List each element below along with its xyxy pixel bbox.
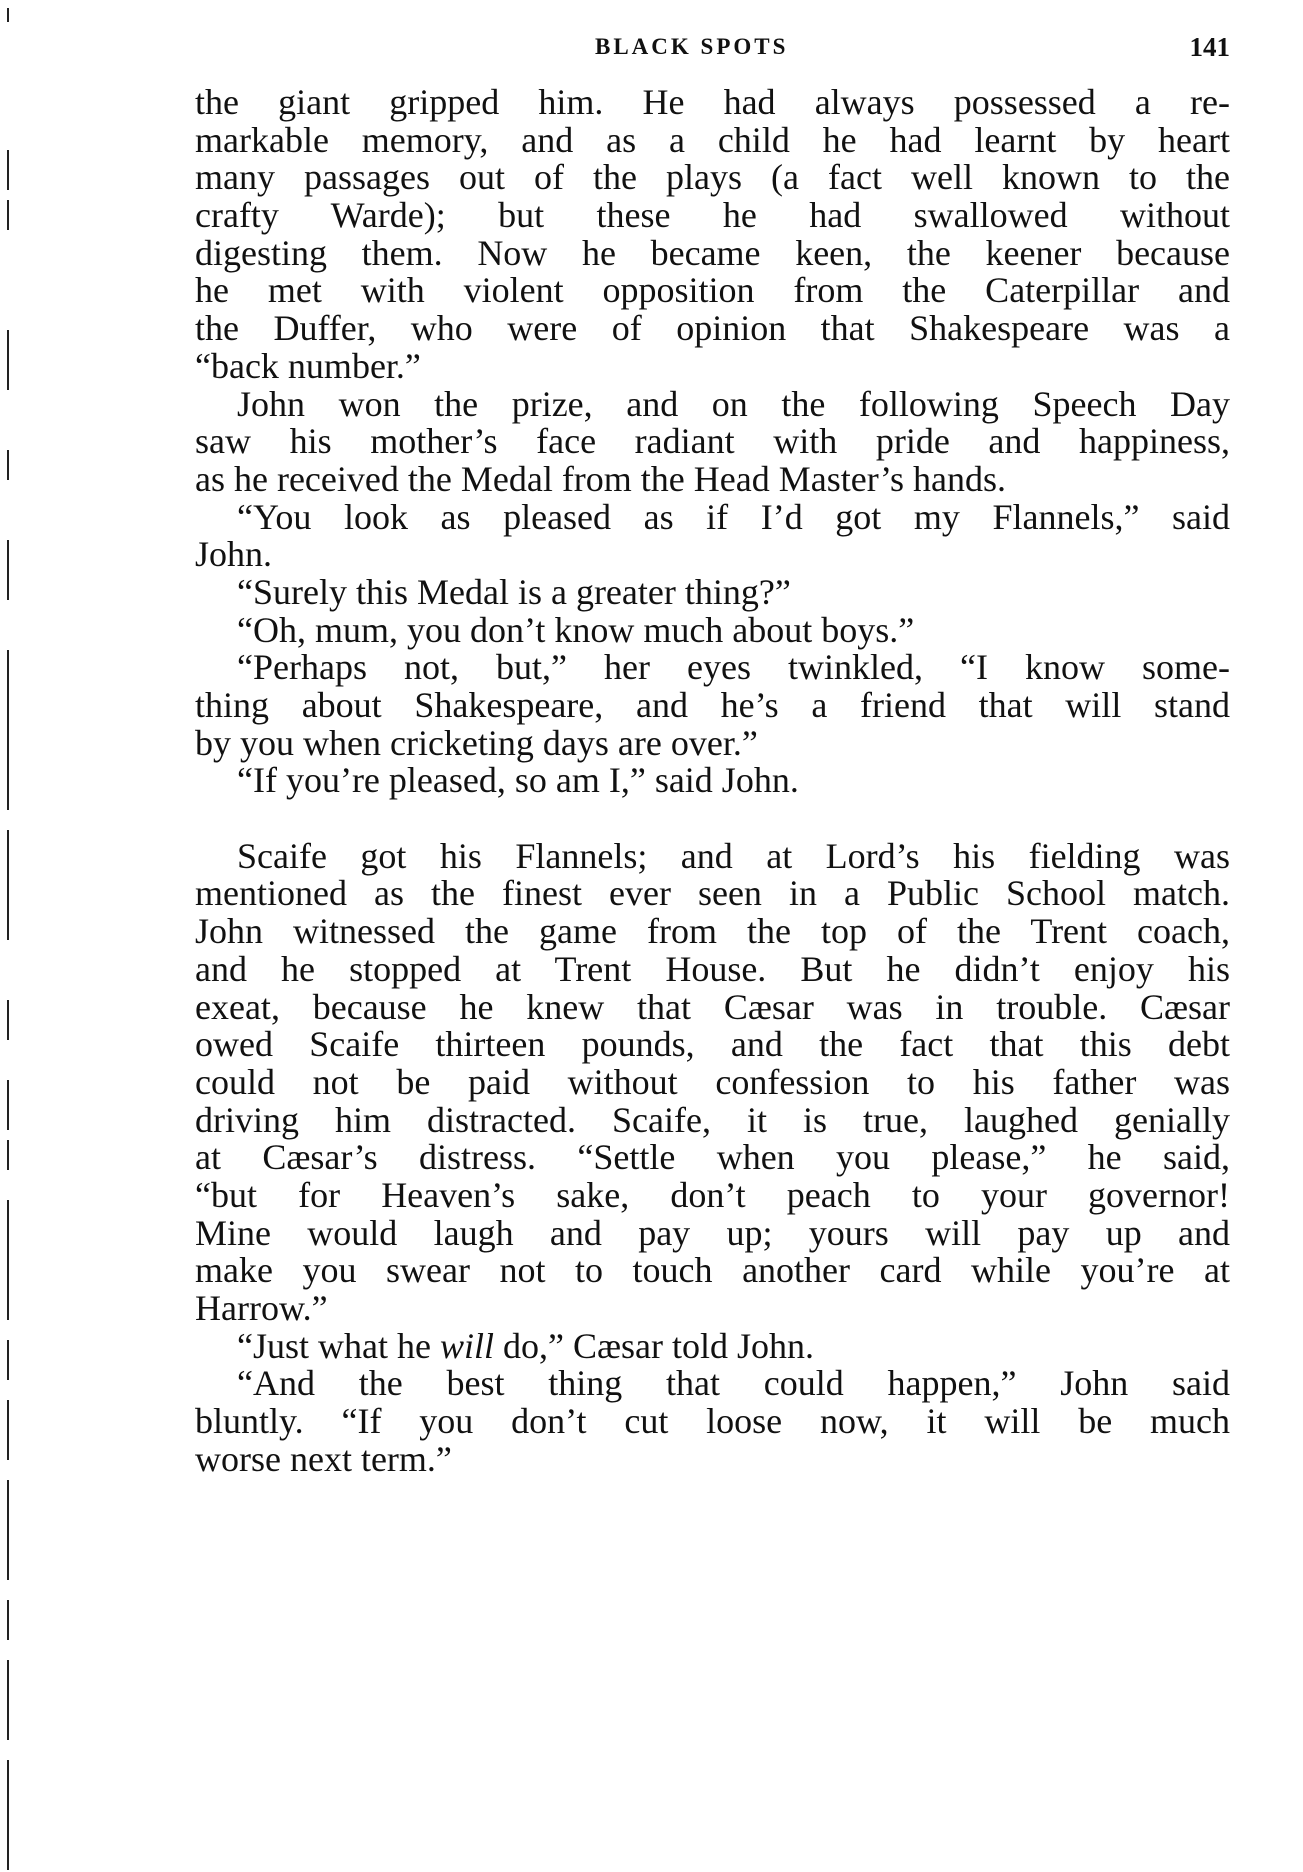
running-title: BLACK SPOTS [595,34,789,59]
text-line: at Cæsar’s distress. “Settle when you please,” he said, [195,1137,1230,1178]
body-text [195,84,1230,1478]
scan-artifact [7,1400,9,1460]
scan-artifact [7,830,9,900]
text-line: the Duffer, who were of opinion that Shakespeare was a [195,308,1230,349]
text-run: do,” Cæsar told John. [494,1325,814,1366]
text-line: “And the best thing that could happen,” John said [237,1363,1230,1404]
paragraph [195,496,1230,575]
scan-artifact [7,1340,9,1380]
paragraph [195,835,1230,1328]
text-line: and he stopped at Trent House. But he didn’t enjoy his [195,948,1230,989]
paragraph [195,1365,1230,1478]
text-line [195,1325,1230,1366]
scan-artifact [7,1480,9,1580]
text-line: worse next term.” [195,1438,452,1479]
text-line: “Oh, mum, you don’t know much about boys.” [237,609,915,650]
paragraph [195,762,1230,800]
text-line: he met with violent opposition from the Caterpillar and [195,270,1230,311]
scan-artifact [7,200,9,230]
scan-artifact [7,1080,9,1130]
paragraph [195,649,1230,762]
text-line: “but for Heaven’s sake, don’t peach to your governor! [195,1174,1230,1215]
emphasis-text: will [439,1325,494,1366]
text-line: crafty Warde); but these he had swallowed without [195,195,1230,236]
text-line: “Surely this Medal is a greater thing?” [237,571,791,612]
text-line: markable memory, and as a child he had learnt by heart [195,119,1230,160]
text-line: as he received the Medal from the Head Master’s hands. [195,458,1007,499]
running-head [195,34,1230,70]
scan-artifact [7,1140,9,1170]
scan-gutter-marks [5,0,11,1872]
scan-artifact [7,450,9,480]
scan-artifact [7,540,9,580]
section-break [195,800,1230,838]
paragraph [195,383,1230,499]
scan-artifact [7,580,9,600]
text-line: by you when cricketing days are over.” [195,722,758,763]
text-run: “Just what he [237,1325,440,1366]
paragraph [195,84,1230,386]
text-line: John. [195,534,273,575]
text-line: digesting them. Now he became keen, the keener because [195,232,1230,273]
text-line: Mine would laugh and pay up; yours will pay up and [195,1212,1230,1253]
scan-artifact [7,1760,9,1870]
scan-artifact [7,1000,9,1040]
text-line: thing about Shakespeare, and he’s a friend that will stand [195,685,1230,725]
text-line: driving him distracted. Scaife, it is true, laughed genially [195,1099,1230,1140]
scan-artifact [7,8,9,22]
text-line: “If you’re pleased, so am I,” said John. [237,760,799,801]
text-line: “You look as pleased as if I’d got my Flannels,” said [237,496,1230,537]
text-line: Scaife got his Flannels; and at Lord’s his fielding was [237,835,1230,876]
text-line: exeat, because he knew that Cæsar was in trouble. Cæsar [195,986,1230,1027]
scan-artifact [7,650,9,810]
text-line: “back number.” [195,345,421,386]
text-line: many passages out of the plays (a fact well known to the [195,157,1230,198]
text-line: “Perhaps not, but,” her eyes twinkled, “I know some- [237,647,1230,688]
text-line: mentioned as the finest ever seen in a Public School match. [195,873,1230,914]
paragraph [195,1325,1230,1366]
text-line: Harrow.” [195,1288,328,1328]
text-line: could not be paid without confession to his father was [195,1061,1230,1102]
text-line: John won the prize, and on the following Speech Day [237,383,1230,424]
scan-artifact [7,900,9,940]
text-line: bluntly. “If you don’t cut loose now, it will be much [195,1401,1230,1442]
text-line: make you swear not to touch another card while you’re at [195,1250,1230,1291]
scan-artifact [7,330,9,390]
scan-artifact [7,150,9,190]
page-number: 141 [1189,32,1230,62]
scan-artifact [7,1660,9,1740]
text-line: saw his mother’s face radiant with pride and happiness, [195,421,1230,462]
text-line: the giant gripped him. He had always possessed a re- [195,82,1230,122]
paragraph [195,571,1230,612]
paragraph [195,609,1230,650]
scan-artifact [7,1600,9,1640]
text-line: John witnessed the game from the top of the Trent coach, [195,911,1230,952]
scan-artifact [7,1200,9,1320]
text-line: owed Scaife thirteen pounds, and the fact that this debt [195,1024,1230,1065]
